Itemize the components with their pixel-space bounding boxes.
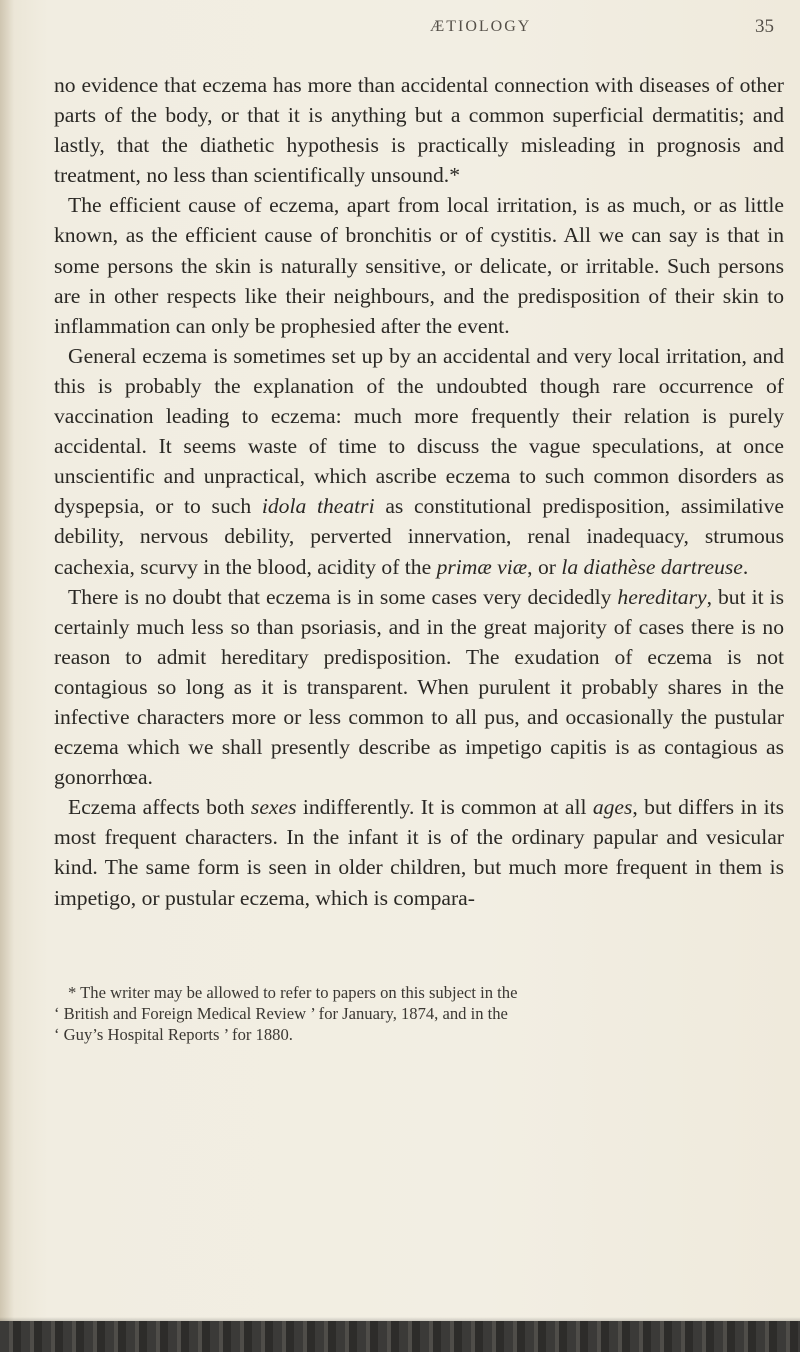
text-segment: , but differs in its most frequent characters. In the infant it is of the ordinary papular and vesicular kind. The same form is seen in older children, but much more frequent in them is impetigo, or pustular eczema, which is compara- [54, 795, 784, 910]
text-segment: no evidence that eczema has more than accidental connection with diseases of other parts of the body, or that it is anything but a common superficial dermatitis; and lastly, that the diathetic hypothesis is practically misleading in prognosis and treatment, no less than scientifically unsound.* [54, 73, 784, 188]
text-segment: . [742, 554, 749, 579]
scan-bottom-edge [0, 1321, 800, 1352]
text-segment: Eczema affects both [68, 795, 251, 820]
footnote-line: ‘ Guy’s Hospital Reports ’ for 1880. [54, 1025, 293, 1044]
italic-phrase: sexes [250, 795, 297, 820]
body-text [54, 70, 784, 913]
footnote-line: * The writer may be allowed to refer to papers on this subject in the [68, 983, 518, 1002]
page-number: 35 [755, 16, 774, 37]
text-segment: , but it is certainly much less so than psoriasis, and in the great majority of cases there is no reason to admit hereditary predisposition. The exudation of eczema is not contagious so long as it is transparent. When purulent it probably shares in the infective characters more or less common to all pus, and occasionally the pustular eczema which we shall presently describe as impetigo capitis is as contagious as gonorrhœa. [54, 584, 785, 790]
paragraph [54, 70, 784, 190]
italic-phrase: la diathèse dartreuse [561, 554, 743, 579]
running-title: ÆTIOLOGY [430, 18, 532, 35]
paragraph [54, 582, 784, 793]
text-segment: There is no doubt that eczema is in some cases very decidedly [68, 584, 618, 609]
running-head [0, 12, 800, 40]
page-gutter-shadow [0, 0, 14, 1352]
text-segment: indifferently. It is common at all [296, 795, 593, 820]
paragraph [54, 341, 784, 582]
italic-phrase: primæ viæ [436, 554, 528, 579]
paragraph [54, 792, 784, 912]
italic-phrase: ages [592, 795, 633, 820]
italic-phrase: idola theatri [261, 494, 375, 519]
text-segment: , or [527, 554, 562, 579]
text-segment: General eczema is sometimes set up by an accidental and very local irritation, and this is probably the explanation of the undoubted though rare occurrence of vaccination leading to eczema: much more frequently their relation is purely accidental. It seems waste of time to discuss the vague speculations, at once unscientific and unpractical, which ascribe eczema to such common disorders as dyspepsia, or to such [54, 343, 784, 519]
footnote [54, 982, 784, 1045]
text-segment: as constitutional predisposition, assimilative debility, nervous debility, perverted innervation, renal inadequacy, strumous cachexia, scurvy in the blood, acidity of the [54, 494, 784, 579]
paragraph [54, 190, 784, 340]
footnote-line: ‘ British and Foreign Medical Review ’ for January, 1874, and in the [54, 1004, 508, 1023]
italic-phrase: hereditary [617, 584, 707, 609]
text-segment: The efficient cause of eczema, apart from local irritation, is as much, or as little known, as the efficient cause of bronchitis or of cystitis. All we can say is that in some persons the skin is naturally sensitive, or delicate, or irritable. Such persons are in other respects like their neighbours, and the predisposition of their skin to inflammation can only be prophesied after the event. [54, 193, 784, 338]
